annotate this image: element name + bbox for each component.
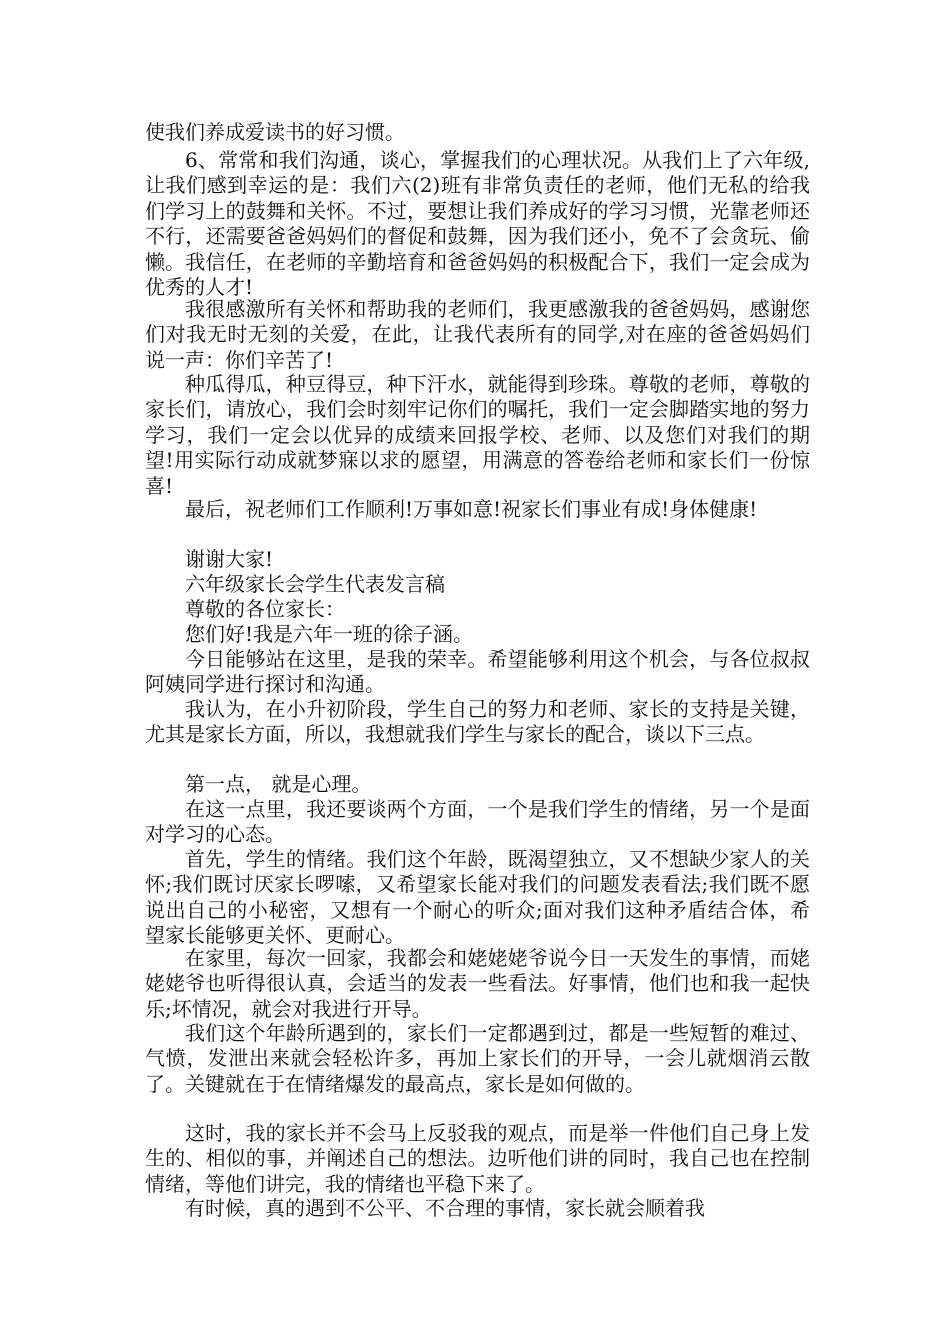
paragraph-8: 我认为，在小升初阶段，学生自己的努力和老师、家长的支持是关键，尤其是家长方面，所以，我想就我们学生与家长的配合，谈以下三点。 — [145, 697, 810, 747]
paragraph-6: 谢谢大家! — [185, 547, 274, 571]
paragraph-13: 我们这个年龄所遇到的，家长们一定都遇到过，都是一些短暂的难过、气愤，发泄出来就会轻松许多，再加上家长们的开导，一会儿就烟消云散了。关键就在于在情绪爆发的最高点，家长是如何做的。 — [145, 1021, 810, 1096]
paragraph-2: 6、常常和我们沟通，谈心，掌握我们的心理状况。从我们上了六年级,让我们感到幸运的是：我们六(2)班有非常负责任的老师，他们无私的给我们学习上的鼓舞和关怀。不过，要想让我们养成好的学习习惯，光靠老师还不行，还需要爸爸妈妈们的督促和鼓舞，因为我们还小，免不了会贪玩、偷懒。我信任，在老师的辛勤培育和爸爸妈妈的积极配合下，我们一定会成为优秀的人才! — [145, 148, 810, 300]
paragraph-4: 种瓜得瓜，种豆得豆，种下汗水，就能得到珍珠。尊敬的老师，尊敬的家长们，请放心，我们会时刻牢记你们的嘱托，我们一定会脚踏实地的努力学习，我们一定会以优异的成绩来回报学校、老师、以及您们对我们的期望!用实际行动成就梦寐以求的愿望，用满意的答卷给老师和家长们一份惊喜! — [145, 372, 810, 498]
paragraph-7: 今日能够站在这里，是我的荣幸。希望能够利用这个机会，与各位叔叔阿姨同学进行探讨和沟通。 — [145, 647, 810, 697]
paragraph-5: 最后，祝老师们工作顺利!万事如意!祝家长们事业有成!身体健康! — [185, 497, 758, 521]
salutation: 尊敬的各位家长： — [185, 597, 345, 621]
paragraph-11: 首先，学生的情绪。我们这个年龄，既渴望独立，又不想缺少家人的关怀;我们既讨厌家长啰嗦，又希望家长能对我们的问题发表看法;我们既不愿说出自己的小秘密，又想有一个耐心的听众;面对我们这种矛盾结合体，希望家长能够更关怀、更耐心。 — [145, 847, 810, 948]
paragraph-9: 第一点， 就是心理。 — [185, 772, 372, 796]
paragraph-12: 在家里，每次一回家，我都会和姥姥姥爷说今日一天发生的事情，而姥姥姥爷也听得很认真，会适当的发表一些看法。好事情，他们也和我一起快乐;坏情况，就会对我进行开导。 — [145, 946, 810, 1021]
paragraph-greeting: 您们好!我是六年一班的徐子涵。 — [185, 622, 474, 646]
speech-title: 六年级家长会学生代表发言稿 — [185, 572, 445, 596]
paragraph-14: 这时，我的家长并不会马上反驳我的观点，而是举一件他们自己身上发生的、相似的事，并阐述自己的想法。边听他们讲的同时，我自己也在控制情绪，等他们讲完，我的情绪也平稳下来了。 — [145, 1121, 810, 1196]
paragraph-10: 在这一点里，我还要谈两个方面，一个是我们学生的情绪，另一个是面对学习的心态。 — [145, 797, 810, 847]
paragraph-1: 使我们养成爱读书的好习惯。 — [145, 120, 405, 144]
paragraph-15: 有时候，真的遇到不公平、不合理的事情，家长就会顺着我 — [185, 1196, 705, 1220]
paragraph-3: 我很感激所有关怀和帮助我的老师们，我更感激我的爸爸妈妈，感谢您们对我无时无刻的关爱，在此，让我代表所有的同学,对在座的爸爸妈妈们说一声：你们辛苦了! — [145, 297, 810, 372]
